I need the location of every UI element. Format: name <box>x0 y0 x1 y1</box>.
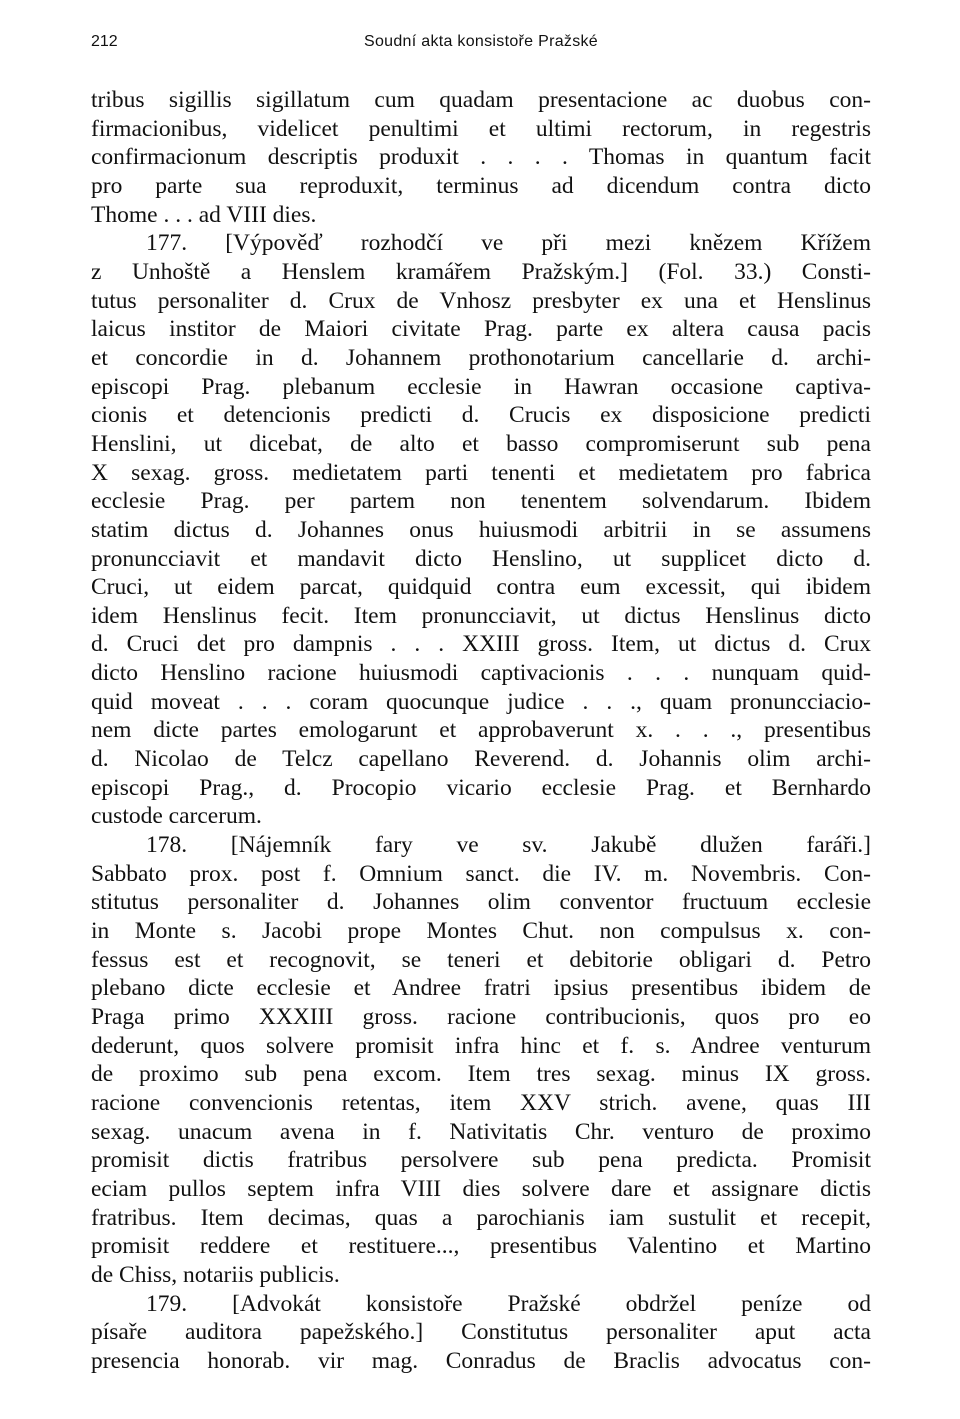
text-line: cionis et detencionis predicti d. Crucis ex disposicione predicti <box>91 402 871 429</box>
text-line: pro parte sua reproduxit, terminus ad dicendum contra dicto <box>91 172 871 199</box>
text-line: confirmacionum descriptis produxit . . . . Thomas in quantum facit <box>91 144 871 171</box>
text-line: promisit dictis fratribus persolvere sub pena predicta. Promisit <box>91 1147 871 1174</box>
text-line: dicto Henslino racione huiusmodi captivacionis . . . nunquam quid- <box>91 660 871 687</box>
text-line: Henslini, ut dicebat, de alto et basso compromiserunt sub pena <box>91 430 871 457</box>
text-line: statim dictus d. Johannes onus huiusmodi arbitrii in se assumens <box>91 516 871 543</box>
text-line: Praga primo XXXIII gross. racione contribucionis, quos pro eo <box>91 1004 871 1030</box>
entry-177-heading: 177. [Výpověď rozhodčí ve při mezi knězem Křížem <box>146 230 871 257</box>
entry-179-heading: 179. [Advokát konsistoře Pražské obdržel peníze od <box>146 1290 871 1317</box>
text-line: z Unhoště a Henslem kramářem Pražským.] (Fol. 33.) Consti- <box>91 258 871 285</box>
text-line: Sabbato prox. post f. Omnium sanct. die IV. m. Novembris. Con- <box>91 860 871 887</box>
text-line: firmacionibus, videlicet penultimi et ultimi rectorum, in regestris <box>91 115 871 142</box>
text-line: plebano dicte ecclesie et Andree fratri ipsius presentibus ibidem de <box>91 975 871 1002</box>
text-line: Cruci, ut eidem parcat, quidquid contra eum excessit, qui ibidem <box>91 574 871 601</box>
text-line: de proximo sub pena excom. Item tres sexag. minus IX gross. <box>91 1061 871 1088</box>
text-line: d. Nicolao de Telcz capellano Reverend. d. Johannis olim archi- <box>91 746 871 773</box>
text-line: in Monte s. Jacobi prope Montes Chut. non compulsus x. con- <box>91 918 871 945</box>
text-line: pronuncciavit et mandavit dicto Henslino, ut supplicet dicto d. <box>91 545 871 572</box>
text-line: episcopi Prag., d. Procopio vicario ecclesie Prag. et Bernhardo <box>91 774 871 801</box>
text-line: tutus personaliter d. Crux de Vnhosz presbyter ex una et Henslinus <box>91 287 871 314</box>
text-line: quid moveat . . . coram quocunque judice . . ., quam pronuncciacio- <box>91 688 871 715</box>
text-line: promisit reddere et restituere..., presentibus Valentino et Martino <box>91 1233 871 1260</box>
entry-178-heading: 178. [Nájemník fary ve sv. Jakubě dlužen faráři.] <box>146 832 871 859</box>
text-line: de Chiss, notariis publicis. <box>91 1261 340 1288</box>
text-line: fratribus. Item decimas, quas a parochianis iam sustulit et recepit, <box>91 1204 871 1231</box>
page-number: 212 <box>91 33 118 50</box>
text-line: tribus sigillis sigillatum cum quadam presentacione ac duobus con- <box>91 87 871 113</box>
text-line: písaře auditora papežského.] Constitutus personaliter aput acta <box>91 1319 871 1346</box>
text-line: ecclesie Prag. per partem non tenentem solvendarum. Ibidem <box>91 488 871 515</box>
text-line: fessus est et recognovit, se teneri et debitorie obligari d. Petro <box>91 946 871 973</box>
text-line: episcopi Prag. plebanum ecclesie in Hawran occasione captiva- <box>91 373 871 400</box>
page-body <box>91 86 871 1376</box>
text-line: stitutus personaliter d. Johannes olim conventor fructuum ecclesie <box>91 889 871 916</box>
text-line: presencia honorab. vir mag. Conradus de Braclis advocatus con- <box>91 1347 871 1374</box>
text-line: X sexag. gross. medietatem parti tenenti et medietatem pro fabrica <box>91 459 871 486</box>
running-title: Soudní akta konsistoře Pražské <box>363 33 598 50</box>
text-line: idem Henslinus fecit. Item pronuncciavit, ut dictus Henslinus dicto <box>91 602 871 629</box>
text-line: sexag. unacum avena in f. Nativitatis Chr. venturo de proximo <box>91 1118 871 1145</box>
text-line: custode carcerum. <box>91 803 262 830</box>
page-header <box>91 30 871 54</box>
text-line: Thome . . . ad VIII dies. <box>91 201 317 228</box>
text-line: eciam pullos septem infra VIII dies solvere dare et assignare dictis <box>91 1175 871 1202</box>
text-line: dederunt, quos solvere promisit infra hinc et f. s. Andree venturum <box>91 1032 871 1059</box>
text-line: d. Cruci det pro dampnis . . . XXIII gross. Item, ut dictus d. Crux <box>91 631 871 658</box>
text-line: racione convencionis retentas, item XXV strich. avene, quas III <box>91 1089 871 1116</box>
text-line: et concordie in d. Johannem prothonotarium cancellarie d. archi- <box>91 344 871 371</box>
text-line: laicus institor de Maiori civitate Prag. parte ex altera causa pacis <box>91 316 871 343</box>
text-line: nem dicte partes emologarunt et approbaverunt x. . . ., presentibus <box>91 717 871 744</box>
